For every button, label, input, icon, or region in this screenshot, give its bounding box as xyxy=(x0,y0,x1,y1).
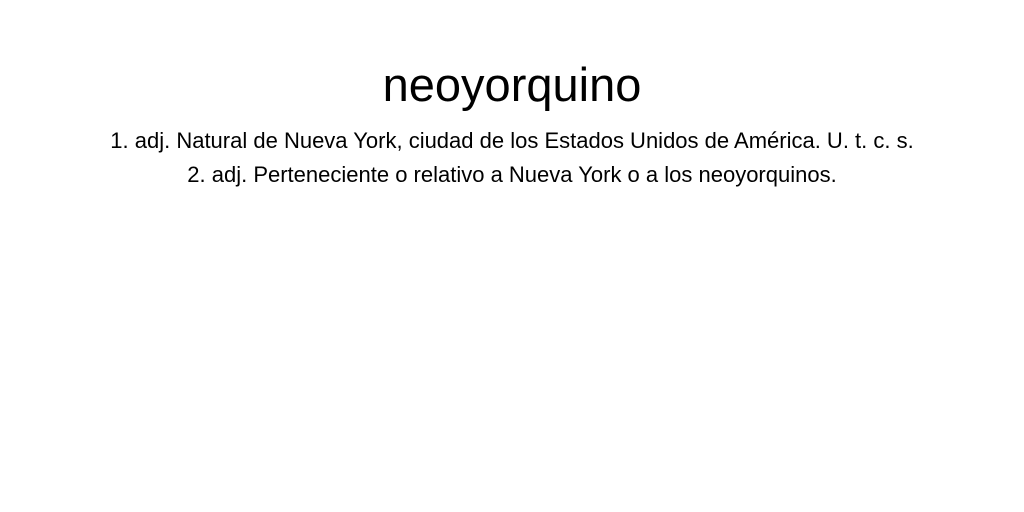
definition-list xyxy=(0,122,1024,194)
definition-2: 2. adj. Perteneciente o relativo a Nueva York o a los neoyorquinos. xyxy=(187,162,837,187)
definition-1: 1. adj. Natural de Nueva York, ciudad de los Estados Unidos de América. U. t. c. s. xyxy=(110,128,914,153)
headword: neoyorquino xyxy=(382,58,642,111)
